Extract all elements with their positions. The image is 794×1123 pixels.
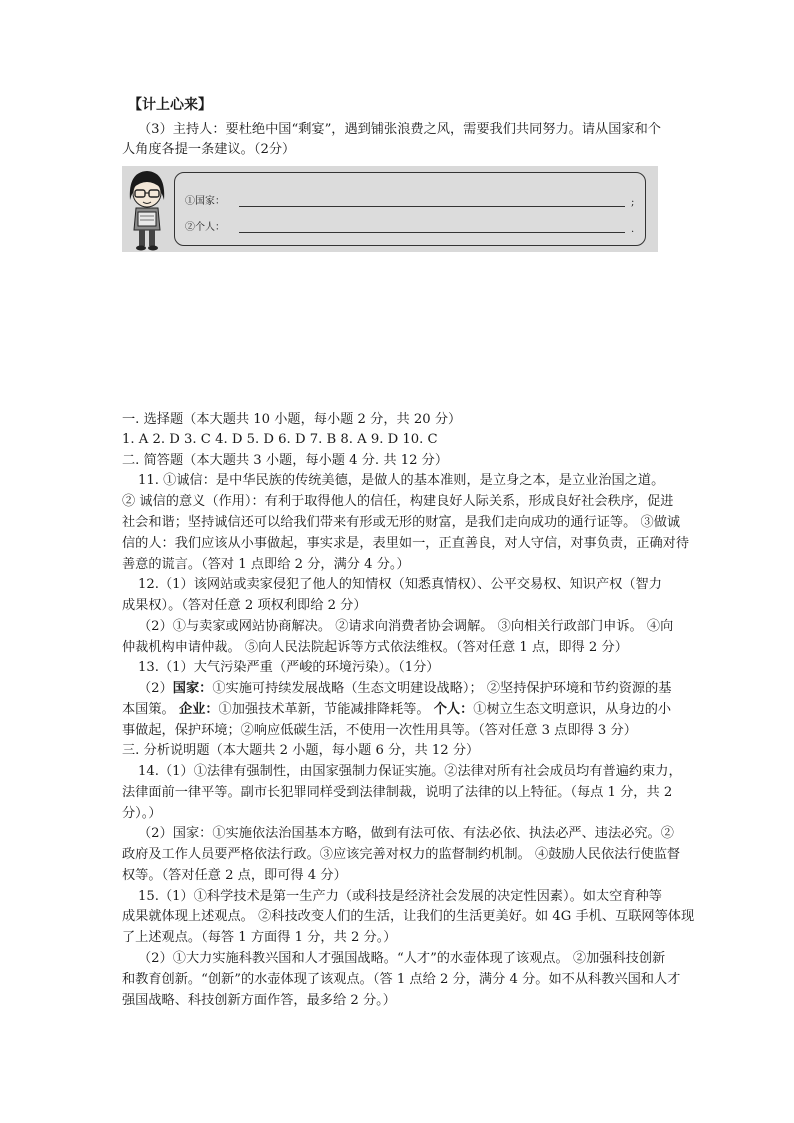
answer-illustration (122, 166, 658, 252)
question-3-line-1: （3）主持人：要杜绝中国“剩宴”，遇到铺张浪费之风，需要我们共同努力。请从国家和个 (138, 122, 661, 137)
answer-panel: ①国家： ; ②个人： . (174, 172, 646, 246)
answer-line: 分）。） (122, 806, 162, 821)
answer-line: 强国战略、科技创新方面作答，最多给 2 分。） (122, 993, 396, 1008)
answer-line: 权等。（答对任意 2 点，即可得 4 分） (122, 868, 347, 883)
answer-line: ② 诚信的意义（作用）：有利于取得他人的信任，构建良好人际关系，形成良好社会秩序，促进 (122, 494, 674, 509)
answer-line: 1. A 2. D 3. C 4. D 5. D 6. D 7. B 8. A 9. D 10. C (122, 432, 438, 447)
answer-line: 本国策。 企业：①加强技术革新，节能减排降耗等。 个人：①树立生态文明意识，从身边的小 (122, 702, 672, 717)
answer-line: 政府及工作人员要严格依法行政。③应该完善对权力的监督制约机制。 ④鼓励人民依法行使监督 (122, 847, 681, 862)
answer-line: 善意的谎言。（答对 1 点即给 2 分，满分 4 分。） (122, 557, 410, 572)
country-answer-field[interactable] (239, 206, 625, 207)
answer-line: （2）①与卖家或网站协商解决。 ②请求向消费者协会调解。 ③向相关行政部门申诉。 ④向 (138, 619, 674, 634)
answer-line: 三. 分析说明题（本大题共 2 小题，每小题 6 分，共 12 分） (122, 743, 480, 758)
answer-line: 二. 简答题（本大题共 3 小题，每小题 4 分. 共 12 分） (122, 453, 449, 468)
section-title: 【计上心来】 (128, 97, 212, 113)
country-field-label: ①国家： (185, 196, 225, 207)
answer-line: 成果权）。（答对任意 2 项权利即给 2 分） (122, 598, 367, 613)
answer-line: 社会和谐；坚持诚信还可以给我们带来有形或无形的财富，是我们走向成功的通行证等。 ③做诚 (122, 515, 681, 530)
girl-with-glasses-icon (124, 166, 170, 252)
answer-line: 14.（1）①法律有强制性，由国家强制力保证实施。②法律对所有社会成员均有普遍约束力， (138, 764, 682, 779)
answer-line: 15.（1）①科学技术是第一生产力（或科技是经济社会发展的决定性因素）。如太空育种等 (138, 889, 662, 904)
answer-line: （2）国家：①实施依法治国基本方略，做到有法可依、有法必依、执法必严、违法必究。② (138, 826, 674, 841)
answer-line: （2）国家：①实施可持续发展战略（生态文明建设战略）； ②坚持保护环境和节约资源的基 (138, 681, 672, 696)
answer-line: 13.（1）大气污染严重（严峻的环境污染）。（1分） (138, 660, 440, 675)
answer-line: 和教育创新。“创新”的水壶体现了该观点。（答 1 点给 2 分，满分 4 分。如不从科教兴国和人才 (122, 972, 681, 987)
answer-line: 一. 选择题（本大题共 10 小题，每小题 2 分，共 20 分） (122, 412, 462, 427)
answer-line: 仲裁机构申请仲裁。 ⑤向人民法院起诉等方式依法维权。（答对任意 1 点，即得 2 分） (122, 640, 628, 655)
answer-line: 事做起，保护环境；②响应低碳生活，不使用一次性用具等。（答对任意 3 点即得 3 分） (122, 723, 637, 738)
answer-line: 12.（1）该网站或卖家侵犯了他人的知情权（知悉真情权）、公平交易权、知识产权（智力 (138, 577, 662, 592)
answer-line: 11. ①诚信：是中华民族的传统美德，是做人的基本准则，是立身之本，是立业治国之道。 (138, 473, 665, 488)
question-3-line-2: 人角度各提一条建议。（2分） (122, 142, 296, 157)
answer-line: 法律面前一律平等。副市长犯罪同样受到法律制裁，说明了法律的以上特征。（每点 1 分，共 2 (122, 785, 673, 800)
answer-line: 成果就体现上述观点。 ②科技改变人们的生活，让我们的生活更美好。如 4G 手机、互联网等体现 (122, 909, 695, 924)
answer-line: 了上述观点。（每答 1 方面得 1 分，共 2 分。） (122, 930, 397, 945)
personal-answer-field[interactable] (239, 232, 625, 233)
personal-field-label: ②个人： (185, 222, 225, 233)
answer-line: 信的人：我们应该从小事做起，事实求是，表里如一，正直善良，对人守信，对事负责，正确对待 (122, 536, 690, 551)
answer-line: （2）①大力实施科教兴国和人才强国战略。“人才”的水壶体现了该观点。 ②加强科技创新 (138, 951, 666, 966)
